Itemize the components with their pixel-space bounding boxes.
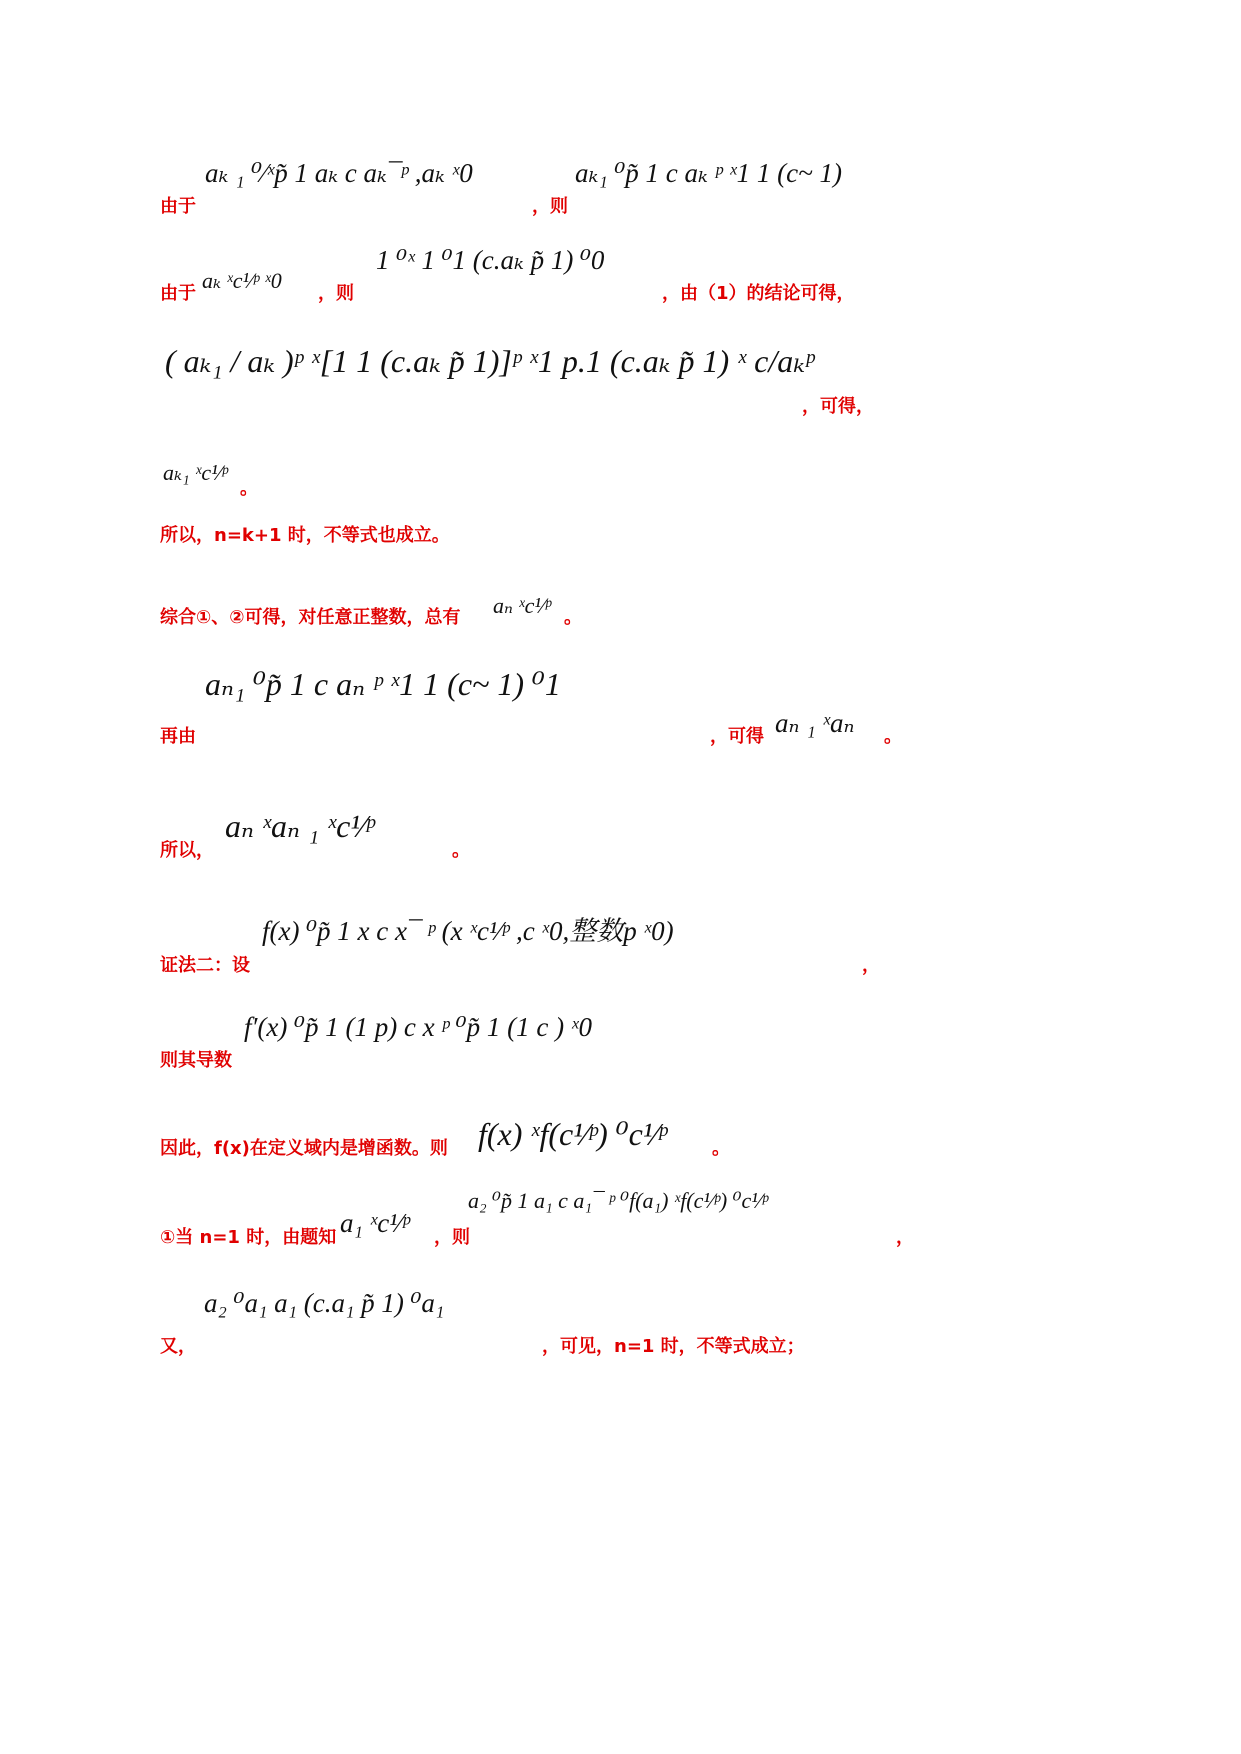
text-ze-2: ，则 — [318, 283, 354, 304]
text-from-conclusion: ，由（1）的结论可得， — [662, 283, 855, 304]
formula-decreasing: aₙ ₁ ˣaₙ — [775, 708, 855, 738]
text-ze-3: ，则 — [434, 1227, 470, 1248]
text-youyu-1: 由于 — [160, 196, 196, 217]
text-you: 又， — [160, 1336, 196, 1357]
text-induction-step: 所以，n=k+1 时，不等式也成立。 — [160, 525, 450, 546]
text-combine: 综合①、②可得，对任意正整数，总有 — [160, 607, 461, 628]
formula-bernoulli: ( aₖ₁ / aₖ )ᵖ ˣ[1 1 (c.aₖ p̃ 1)]ᵖ ˣ1 p.1 (c.aₖ p̃ 1) ˣ c/aₖᵖ — [165, 343, 814, 379]
formula-final-chain: aₙ ˣaₙ ₁ ˣc¹⁄ᵖ — [225, 808, 375, 844]
formula-ratio: aₖ₁ ⁰p̃ 1 c aₖ ᵖ ˣ1 1 (c~ 1) — [575, 158, 842, 188]
text-comma-1: ， — [862, 955, 880, 976]
text-kede-2: ，可得 — [710, 726, 764, 747]
formula-a1-bound: a₁ ˣc¹⁄ᵖ — [340, 1208, 410, 1238]
text-period-2: 。 — [564, 607, 582, 628]
formula-derivative: f′(x) ⁰p̃ 1 (1 p) c x ᵖ ⁰p̃ 1 (1 c ) ˣ0 — [244, 1012, 592, 1042]
formula-a2-less-a1: a₂ ⁰a₁ a₁ (c.a₁ p̃ 1) ⁰a₁ — [204, 1288, 445, 1318]
formula-recurrence: aₖ ₁ ⁰⁄ˣp̃ 1 aₖ c aₖ¯ᵖ ,aₖ ˣ0 — [205, 158, 473, 188]
formula-a2-bound: a₂ ⁰p̃ 1 a₁ c a₁¯ ᵖ ⁰f(a₁) ˣf(c¹⁄ᵖ) ⁰c¹⁄ᵖ — [468, 1188, 768, 1213]
text-zaiyou: 再由 — [160, 726, 196, 747]
text-derivative: 则其导数 — [160, 1050, 232, 1071]
text-kede-1: ，可得， — [802, 396, 874, 417]
formula-an-ratio: aₙ₁ ⁰p̃ 1 c aₙ ᵖ ˣ1 1 (c~ 1) ⁰1 — [205, 666, 561, 702]
text-comma-2: ， — [896, 1227, 914, 1248]
text-period-1: 。 — [240, 478, 258, 499]
formula-fx-definition: f(x) ⁰p̃ 1 x c x¯ ᵖ (x ˣc¹⁄ᵖ ,c ˣ0,整数p ˣ0) — [262, 916, 674, 946]
text-increasing: 因此，f(x)在定义域内是增函数。则 — [160, 1138, 448, 1159]
formula-ak1-bound: aₖ₁ ˣc¹⁄ᵖ — [163, 460, 228, 485]
text-method-two: 证法二：设 — [160, 955, 250, 976]
text-period-5: 。 — [712, 1138, 730, 1159]
formula-an-bound: aₙ ˣc¹⁄ᵖ — [493, 593, 551, 618]
text-case-n1: ①当 n=1 时，由题知 — [160, 1227, 337, 1248]
formula-ak-bound: aₖ ˣc¹⁄ᵖ ˣ0 — [202, 268, 282, 293]
text-suoyi: 所以， — [160, 840, 214, 861]
formula-inequality-chain: 1 ⁰ˣ 1 ⁰1 (c.aₖ p̃ 1) ⁰0 — [376, 245, 605, 275]
text-period-3: 。 — [884, 726, 902, 747]
text-period-4: 。 — [452, 840, 470, 861]
text-ze-1: ，则 — [532, 196, 568, 217]
text-youyu-2: 由于 — [160, 283, 196, 304]
text-n1-holds: ，可见，n=1 时，不等式成立； — [542, 1336, 805, 1357]
formula-fx-bound: f(x) ˣf(c¹⁄ᵖ) ⁰c¹⁄ᵖ — [478, 1116, 667, 1152]
